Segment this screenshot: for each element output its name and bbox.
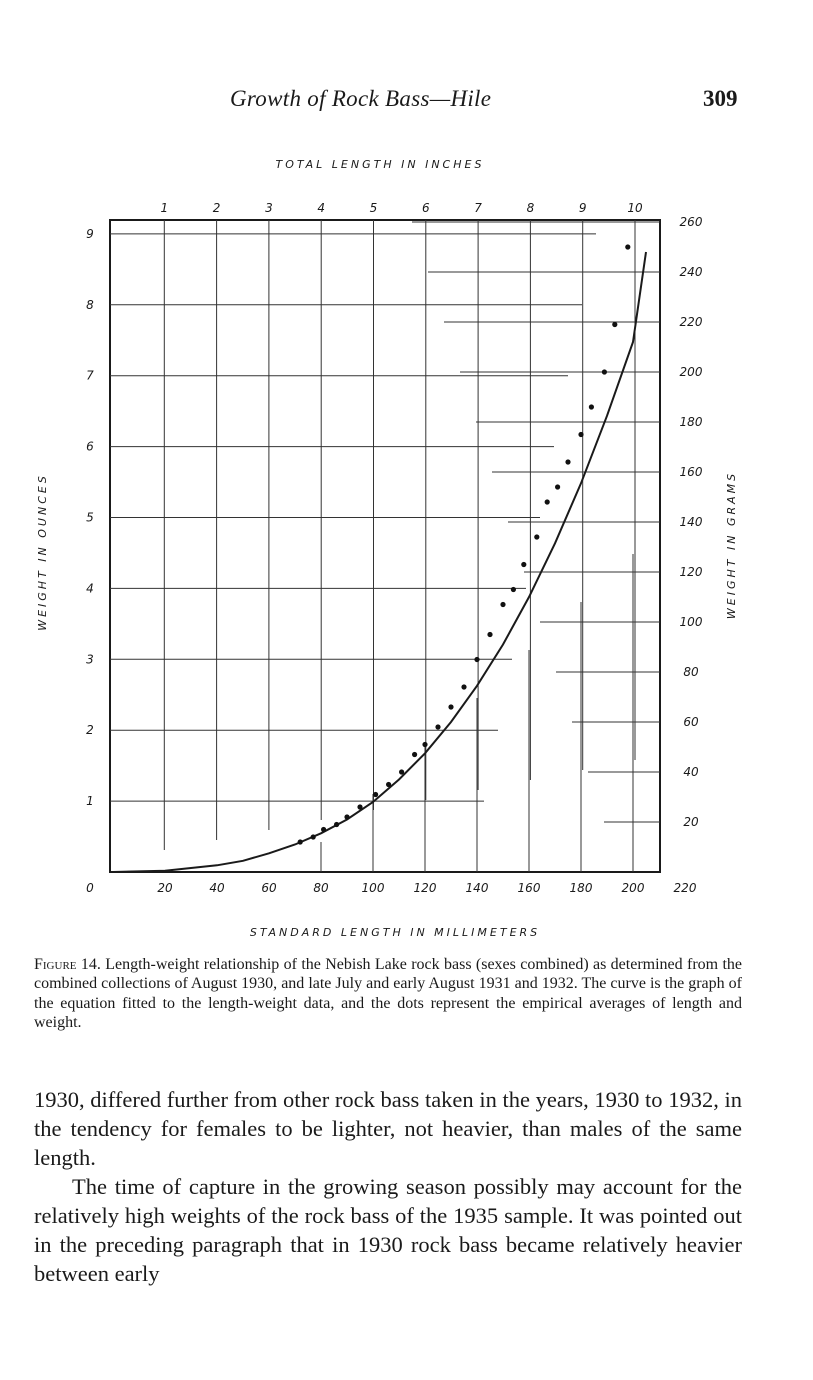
right-axis-title: WEIGHT IN GRAMS bbox=[725, 470, 738, 620]
body-paragraph: 1930, differed further from other rock bass taken in the years, 1930 to 1932, in the tendency for females to be lighter, not heavier, than males of the same length. bbox=[34, 1087, 742, 1170]
figure-caption bbox=[34, 955, 742, 1033]
top-tick-label: 8 bbox=[526, 201, 535, 215]
top-tick-label: 9 bbox=[578, 201, 587, 215]
x-tick-label: 180 bbox=[569, 881, 593, 895]
data-points bbox=[298, 244, 631, 844]
length-weight-chart bbox=[0, 140, 813, 940]
y-left-tick-label: 6 bbox=[86, 439, 94, 454]
data-point bbox=[399, 769, 404, 774]
data-point bbox=[412, 752, 417, 757]
data-point bbox=[565, 459, 570, 464]
x-tick-label: 100 bbox=[361, 881, 385, 895]
bottom-axis-title: STANDARD LENGTH IN MILLIMETERS bbox=[249, 926, 541, 939]
y-left-tick-label: 2 bbox=[86, 723, 94, 738]
top-tick-label: 1 bbox=[160, 201, 169, 215]
running-header-title: Growth of Rock Bass—Hile bbox=[230, 86, 492, 111]
fitted-curve bbox=[113, 252, 646, 872]
data-point bbox=[602, 369, 607, 374]
body-paragraph: The time of capture in the growing season possibly may account for the relatively high weights of the rock bass of the 1935 sample. It was pointed out in the preceding paragraph that in 1930 rock bass became relatively heavier between early bbox=[34, 1174, 742, 1286]
y-right-tick-label: 220 bbox=[679, 315, 703, 329]
x-tick-label: 40 bbox=[209, 881, 225, 895]
x-tick-label: 220 bbox=[673, 881, 697, 895]
data-point bbox=[435, 724, 440, 729]
y-right-tick-label: 240 bbox=[679, 265, 703, 279]
page-number: 309 bbox=[703, 86, 738, 111]
y-right-tick-label: 120 bbox=[679, 565, 703, 579]
data-point bbox=[534, 534, 539, 539]
data-point bbox=[511, 587, 516, 592]
data-point bbox=[612, 322, 617, 327]
grid-lines bbox=[110, 220, 660, 872]
x-tick-label: 80 bbox=[313, 881, 329, 895]
data-point bbox=[625, 244, 630, 249]
x-tick-label: 0 bbox=[86, 881, 94, 895]
y-right-tick-label: 140 bbox=[679, 515, 703, 529]
x-tick-label: 140 bbox=[465, 881, 489, 895]
y-right-tick-label: 200 bbox=[679, 365, 703, 379]
data-point bbox=[386, 782, 391, 787]
x-tick-label: 160 bbox=[517, 881, 541, 895]
y-right-tick-label: 60 bbox=[683, 715, 699, 729]
y-left-tick-label: 9 bbox=[86, 226, 94, 241]
top-tick-label: 3 bbox=[265, 201, 273, 215]
top-tick-label: 6 bbox=[421, 201, 430, 215]
left-axis-title: WEIGHT IN OUNCES bbox=[36, 473, 49, 631]
data-point bbox=[357, 804, 362, 809]
x-tick-label: 200 bbox=[621, 881, 645, 895]
y-left-tick-label: 1 bbox=[86, 794, 94, 809]
data-point bbox=[589, 404, 594, 409]
data-point bbox=[461, 684, 466, 689]
x-tick-label: 60 bbox=[261, 881, 277, 895]
data-point bbox=[545, 499, 550, 504]
y-right-tick-label: 160 bbox=[679, 465, 703, 479]
y-left-tick-label: 7 bbox=[86, 368, 94, 383]
x-tick-label: 120 bbox=[413, 881, 437, 895]
body-text bbox=[34, 1085, 742, 1288]
x-tick-label: 20 bbox=[157, 881, 173, 895]
plot-frame bbox=[110, 220, 660, 872]
data-point bbox=[334, 822, 339, 827]
top-tick-label: 2 bbox=[212, 201, 221, 215]
y-right-tick-label: 20 bbox=[683, 815, 699, 829]
data-point bbox=[500, 602, 505, 607]
top-tick-label: 10 bbox=[627, 201, 643, 215]
data-point bbox=[311, 834, 316, 839]
data-point bbox=[373, 792, 378, 797]
data-point bbox=[422, 742, 427, 747]
data-point bbox=[521, 562, 526, 567]
data-point bbox=[448, 704, 453, 709]
data-point bbox=[474, 657, 479, 662]
y-left-tick-label: 3 bbox=[86, 652, 94, 667]
y-left-tick-label: 8 bbox=[86, 297, 94, 312]
top-tick-label: 4 bbox=[317, 201, 326, 215]
y-left-tick-label: 4 bbox=[86, 581, 94, 596]
top-tick-label: 7 bbox=[474, 201, 482, 215]
y-right-tick-label: 40 bbox=[683, 765, 699, 779]
y-right-tick-label: 80 bbox=[683, 665, 699, 679]
caption-text: Length-weight relationship of the Nebish Lake rock bass (sexes combined) as determined from the combined collections of August 1930, and late July and early August 1931 and 1932. The curve is the graph of the equation fitted to the length-weight data, and the dots represent the empirical averages of length and weight. bbox=[34, 956, 742, 1032]
data-point bbox=[298, 839, 303, 844]
data-point bbox=[487, 632, 492, 637]
top-axis-title: TOTAL LENGTH IN INCHES bbox=[275, 158, 485, 171]
caption-label: Figure 14. bbox=[34, 956, 101, 973]
y-right-tick-label: 260 bbox=[679, 215, 703, 229]
y-right-tick-label: 100 bbox=[679, 615, 703, 629]
data-point bbox=[321, 827, 326, 832]
data-point bbox=[344, 814, 349, 819]
data-point bbox=[555, 484, 560, 489]
y-left-tick-label: 5 bbox=[86, 510, 94, 525]
data-point bbox=[578, 432, 583, 437]
top-tick-label: 5 bbox=[369, 201, 378, 215]
y-right-tick-label: 180 bbox=[679, 415, 703, 429]
